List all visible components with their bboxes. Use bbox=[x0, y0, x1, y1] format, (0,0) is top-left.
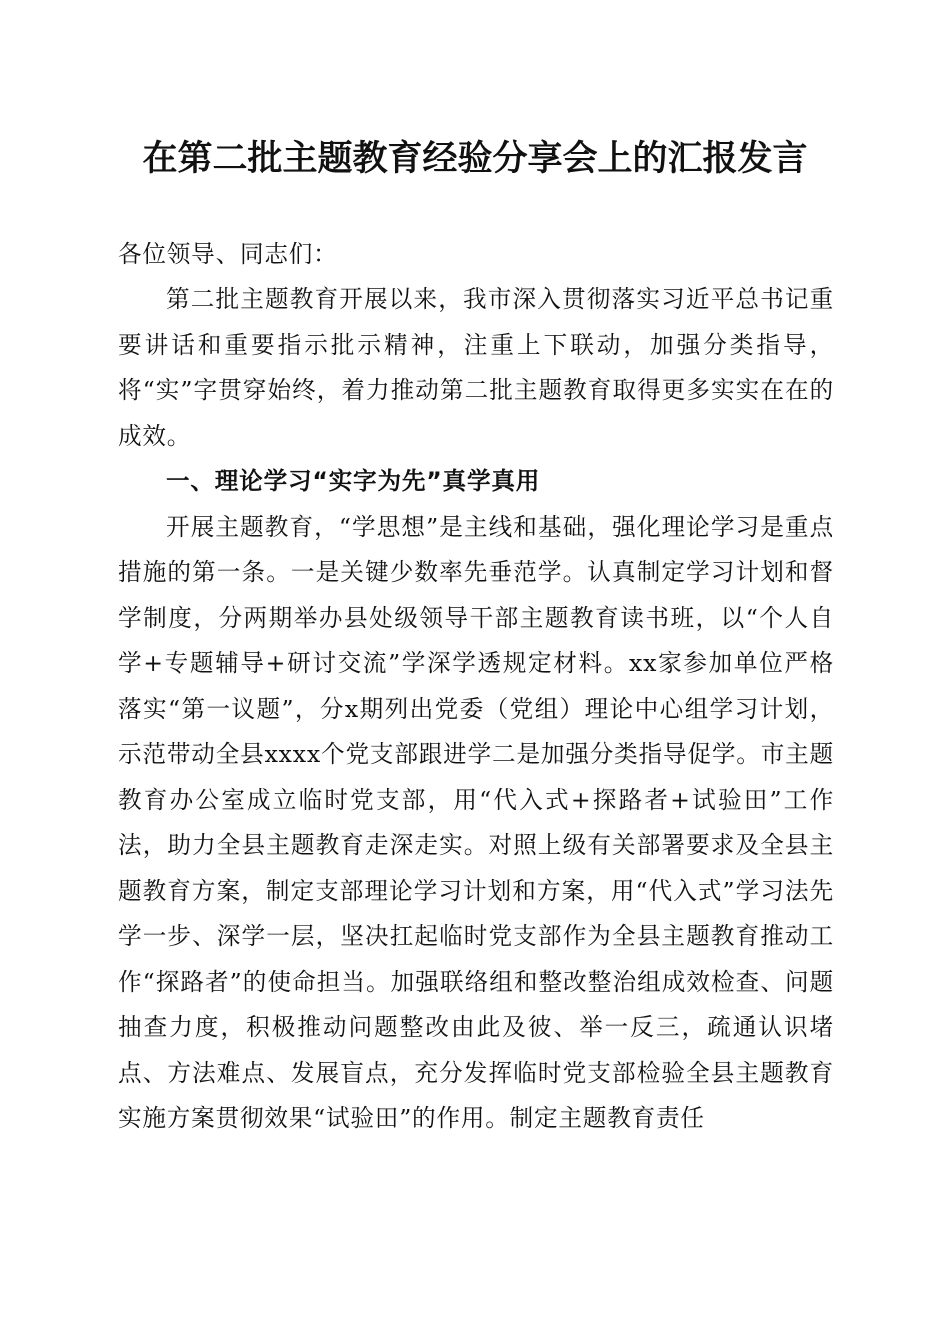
document-title: 在第二批主题教育经验分享会上的汇报发言 bbox=[142, 138, 808, 179]
intro-paragraph: 第二批主题教育开展以来，我市深入贯彻落实习近平总书记重要讲话和重要指示批示精神，注重上下联动，加强分类指导，将“实”字贯穿始终，着力推动第二批主题教育取得更多实实在在的成效。 bbox=[118, 285, 834, 450]
section-heading-1: 一、理论学习“实字为先”真学真用 bbox=[166, 467, 541, 495]
document-body bbox=[118, 277, 834, 1142]
section-1-paragraph: 开展主题教育，“学思想”是主线和基础，强化理论学习是重点措施的第一条。一是关键少数率先垂范学。认真制定学习计划和督学制度，分两期举办县处级领导干部主题教育读书班，以“个人自学+专题辅导+研讨交流”学深学透规定材料。xx家参加单位严格落实“第一议题”，分x期列出党委（党组）理论中心组学习计划，示范带动全县xxxx个党支部跟进学二是加强分类指导促学。市主题教育办公室成立临时党支部，用“代入式+探路者+试验田”工作法，助力全县主题教育走深走实。对照上级有关部署要求及全县主题教育方案，制定支部理论学习计划和方案，用“代入式”学习法先学一步、深学一层，坚决扛起临时党支部作为全县主题教育推动工作“探路者”的使命担当。加强联络组和整改整治组成效检查、问题抽查力度，积极推动问题整改由此及彼、举一反三，疏通认识堵点、方法难点、发展盲点，充分发挥临时党支部检验全县主题教育实施方案贯彻效果“试验田”的作用。制定主题教育责任 bbox=[118, 512, 834, 1132]
salutation: 各位领导、同志们： bbox=[118, 240, 338, 268]
